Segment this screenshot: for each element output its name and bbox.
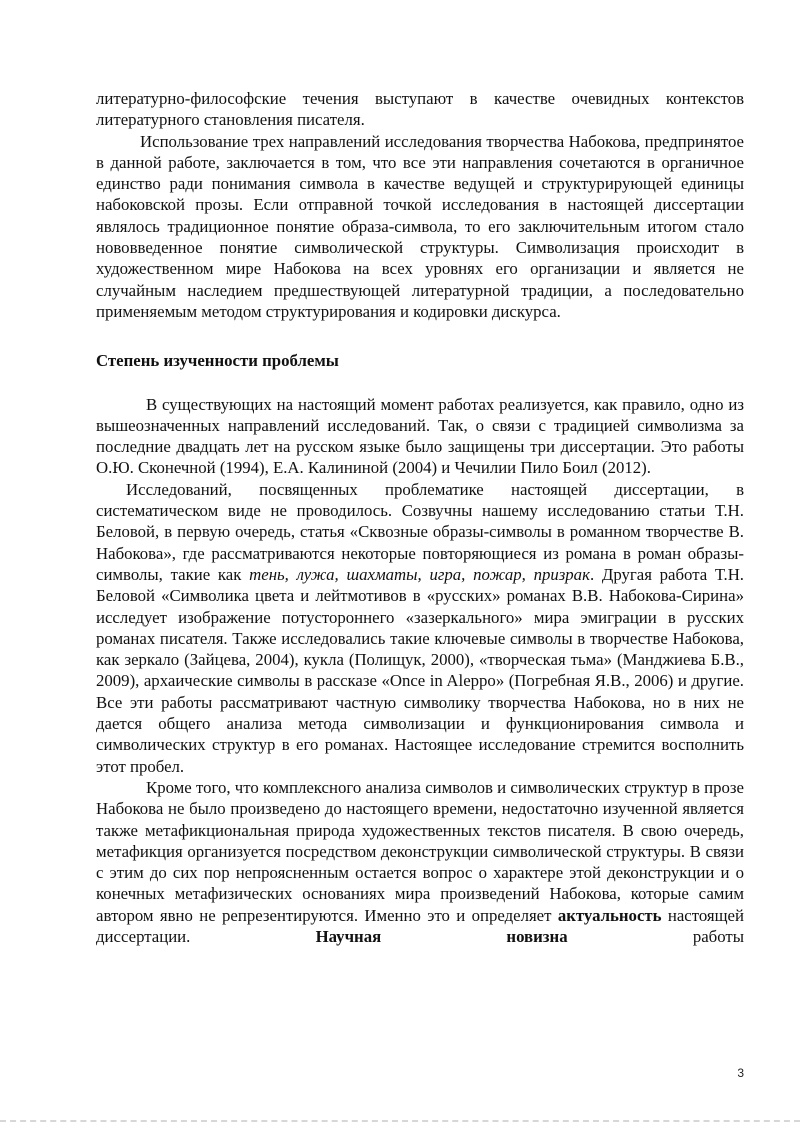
paragraph-4-text-b: . Другая работа Т.Н. Беловой «Символика цвета и лейтмотивов в «русских» романах В.В. Набокова-Сирина» исследует изображение потустороннего «зазеркального» мира эмиграции в русских романах писателя. Также исследовались такие ключевые символы в творчестве Набокова, как зеркало (Зайцева, 2004), кукла (Полищук, 2000), «творческая тьма» (Манджиева Б.В., 2009), архаические символы в рассказе «Once in Aleppo» (Погребная Я.В., 2006) и другие. Все эти работы рассматривают частную символику творчества Набокова, но в них не дается общего анализа метода символизации и функционирования символа и символических структур в его романах. Настоящее исследование стремится восполнить этот пробел. bbox=[96, 564, 745, 776]
keyword-relevance: актуальность bbox=[557, 905, 662, 925]
page-number: 3 bbox=[737, 1066, 744, 1080]
paragraph-3 bbox=[96, 394, 744, 479]
section-heading: Степень изученности проблемы bbox=[96, 351, 339, 371]
paragraph-3-text: В существующих на настоящий момент работах реализуется, как правило, одно из вышеозначенных направлений исследований. Так, о связи с традицией символизма за последние двадцать лет на русском языке было защищены три диссертации. Это работы О.Ю. Сконечной (1994), Е.А. Калининой (2004) и Чечилии Пило Боил (2012). bbox=[96, 394, 744, 478]
paragraph-1-text: литературно-философские течения выступают в качестве очевидных контекстов литературного становления писателя. bbox=[96, 89, 744, 130]
paragraph-5-text-c: работы bbox=[567, 926, 744, 946]
paragraph-5-text-b: настоящей диссертации. bbox=[96, 905, 744, 946]
paragraph-4-text-a: Исследований, посвященных проблематике настоящей диссертации, в систематическом виде не проводилось. Созвучны нашему исследованию статьи Т.Н. Беловой, в первую очередь, статья «Сквозные образы-символы в романном творчестве В. Набокова», где рассматриваются некоторые повторяющиеся из романа в роман образы-символы, такие как bbox=[96, 479, 744, 584]
paragraph-1 bbox=[96, 88, 744, 131]
paragraph-2 bbox=[96, 131, 744, 323]
paragraph-5-text-a: Кроме того, что комплексного анализа символов и символических структур в прозе Набокова не было произведено до настоящего времени, недостаточно изученной является также метафикциональная природа художественных текстов писателя. В свою очередь, метафикция организуется посредством деконструкции символической структуры. В связи с этим до сих пор непроясненным остается вопрос о характере этой деконструкции и о конечных метафизических основаниях мира произведений Набокова, которые самим автором явно не репрезентируются. Именно это и определяет bbox=[96, 777, 744, 925]
keyword-novelty: Научная новизна bbox=[315, 926, 568, 946]
document-page bbox=[96, 88, 744, 947]
paragraph-2-text: Использование трех направлений исследования творчества Набокова, предпринятое в данной работе, заключается в том, что все эти направления сочетаются в органичное единство ради понимания символа в качестве ведущей и структурирующей единицы набоковской прозы. Если отправной точкой исследования в настоящей диссертации являлось традиционное понятие образа-символа, то его заключительным итогом стало нововведенное понятие символической структуры. Символизация происходит в художественном мире Набокова на всех уровнях его организации и является не случайным наследием предшествующей литературной традиции, а последовательно применяемым методом структурирования и кодировки дискурса. bbox=[96, 131, 744, 321]
paragraph-4-italic-list: тень, лужа, шахматы, игра, пожар, призрак bbox=[249, 564, 590, 584]
paragraph-4 bbox=[96, 479, 744, 777]
scan-edge-divider bbox=[0, 1120, 800, 1124]
paragraph-5 bbox=[96, 777, 744, 947]
